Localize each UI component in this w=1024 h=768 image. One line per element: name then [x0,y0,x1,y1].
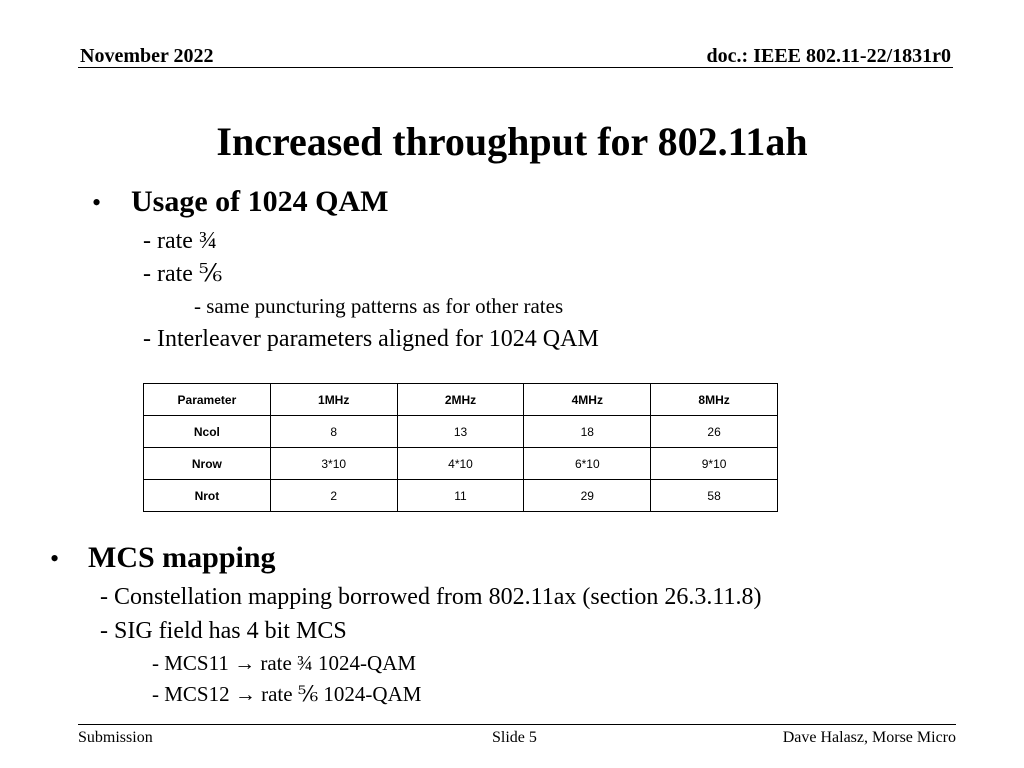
table-header-cell: 8MHz [651,384,778,416]
list-item: - MCS11 → rate ¾ 1024-QAM [152,651,417,675]
header-date: November 2022 [80,45,214,67]
table-cell: 9*10 [651,448,778,480]
table-cell: 3*10 [270,448,397,480]
table-cell: 8 [270,416,397,448]
bullet-icon: • [92,188,102,217]
table-cell: 2 [270,480,397,512]
table-row [144,480,778,512]
header-divider [78,67,953,68]
section-heading-1024qam: Usage of 1024 QAM [131,185,389,218]
footer-slide-number: Slide 5 [492,729,537,746]
table-cell: 58 [651,480,778,512]
table-cell: 29 [524,480,651,512]
header-doc-id: doc.: IEEE 802.11-22/1831r0 [706,45,951,67]
list-item: - rate ⅚ [143,261,223,287]
list-item: - Constellation mapping borrowed from 802.11ax (section 26.3.11.8) [100,584,762,610]
bullet-icon: • [50,544,60,573]
section-heading-mcs-mapping: MCS mapping [88,541,276,574]
table-cell: 11 [397,480,524,512]
table-row-label: Ncol [144,416,271,448]
table-header-row [144,384,778,416]
table-row [144,448,778,480]
table-header-cell: 2MHz [397,384,524,416]
footer-divider [78,724,956,725]
table-row-label: Nrot [144,480,271,512]
table-header-cell: 4MHz [524,384,651,416]
table-header-cell: 1MHz [270,384,397,416]
table-cell: 26 [651,416,778,448]
list-item: - MCS12 → rate ⅚ 1024-QAM [152,682,422,706]
table-cell: 4*10 [397,448,524,480]
footer-author: Dave Halasz, Morse Micro [782,729,956,746]
table-cell: 13 [397,416,524,448]
list-item: - same puncturing patterns as for other rates [194,294,564,318]
footer-submission: Submission [78,729,153,746]
table-row-label: Nrow [144,448,271,480]
slide-title: Increased throughput for 802.11ah [216,119,808,164]
interleaver-parameters-table [143,383,778,512]
table-row [144,416,778,448]
table-header-cell: Parameter [144,384,271,416]
table-cell: 6*10 [524,448,651,480]
table-cell: 18 [524,416,651,448]
list-item: - Interleaver parameters aligned for 1024 QAM [143,326,599,352]
list-item: - rate ¾ [143,228,217,254]
list-item: - SIG field has 4 bit MCS [100,618,347,644]
